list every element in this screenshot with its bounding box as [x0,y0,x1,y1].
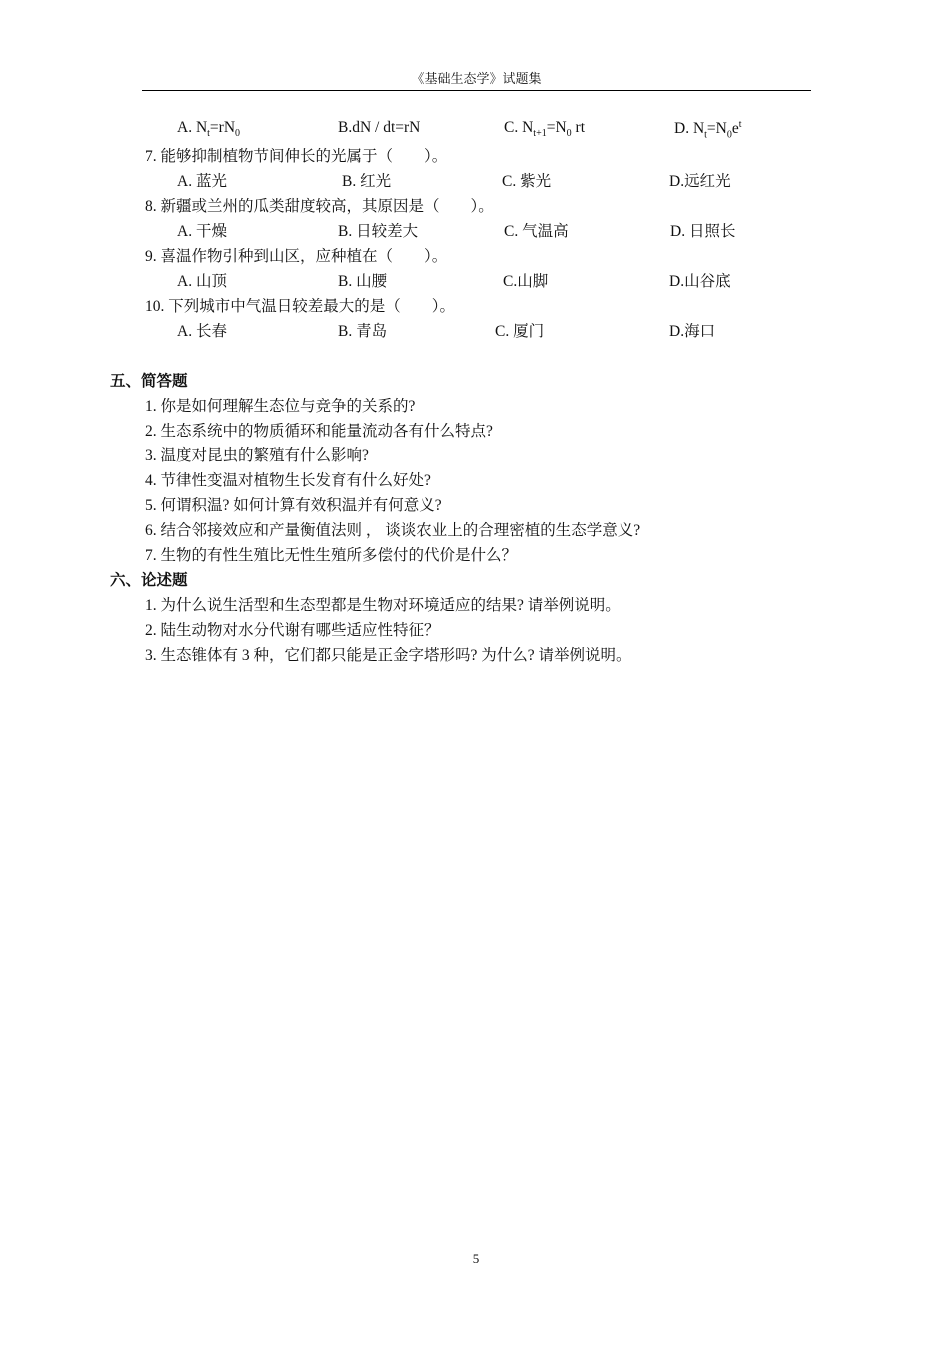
section-title-short-answer: 五、简答题 [110,373,188,390]
page-number: 5 [472,1251,480,1266]
option-b: B. 红光 [342,173,392,190]
short-answer-item: 6. 结合邻接效应和产量衡值法则 ， 谈谈农业上的合理密植的生态学意义? [145,522,641,539]
q6-option-d: D. $N_t=N_0e^t$ [674,119,742,141]
essay-item: 3. 生态锥体有 3 种，它们都只能是正金字塔形吗? 为什么? 请举例说明。 [145,647,632,664]
short-answer-item: 5. 何谓积温? 如何计算有效积温并有何意义? [145,497,442,514]
question-stem: 7. 能够抑制植物节间伸长的光属于（ ）。 [145,148,448,165]
option-c: C. 气温高 [504,223,569,240]
running-header: 《基础生态学》试题集 [142,68,811,91]
option-d: D.海口 [669,323,716,340]
option-a: A. 山顶 [177,273,227,290]
option-c: C. 紫光 [502,173,552,190]
option-c: C.山脚 [503,273,549,290]
q6-option-a: A. $N_t=rN_0$ [177,119,241,140]
question-stem: 9. 喜温作物引种到山区，应种植在（ ）。 [145,248,448,265]
short-answer-item: 7. 生物的有性生殖比无性生殖所多偿付的代价是什么？ [145,547,518,564]
q6-option-c: C. $N_{t+1}=N_0$ rt [504,119,585,140]
option-b: B. 日较差大 [338,223,419,240]
option-c: C. 厦门 [495,323,545,340]
question-stem: 10. 下列城市中气温日较差最大的是（ ）。 [145,298,456,315]
essay-item: 2. 陆生动物对水分代谢有哪些适应性特征？ [145,622,440,639]
q6-option-b: B.dN / dt=rN [338,119,421,136]
option-a: A. 干燥 [177,223,227,240]
short-answer-item: 3. 温度对昆虫的繁殖有什么影响? [145,447,369,464]
option-a: A. 长春 [177,323,227,340]
question-stem: 8. 新疆或兰州的瓜类甜度较高，其原因是（ ）。 [145,198,494,215]
section-title-essay: 六、论述题 [110,572,188,589]
option-b: B. 山腰 [338,273,388,290]
option-a: A. 蓝光 [177,173,227,190]
option-b: B. 青岛 [338,323,388,340]
essay-item: 1. 为什么说生活型和生态型都是生物对环境适应的结果? 请举例说明。 [145,597,621,614]
option-d: D. 日照长 [670,223,736,240]
option-d: D.远红光 [669,173,731,190]
short-answer-item: 2. 生态系统中的物质循环和能量流动各有什么特点? [145,423,493,440]
short-answer-item: 4. 节律性变温对植物生长发育有什么好处? [145,472,431,489]
option-d: D.山谷底 [669,273,731,290]
short-answer-item: 1. 你是如何理解生态位与竞争的关系的? [145,398,416,415]
